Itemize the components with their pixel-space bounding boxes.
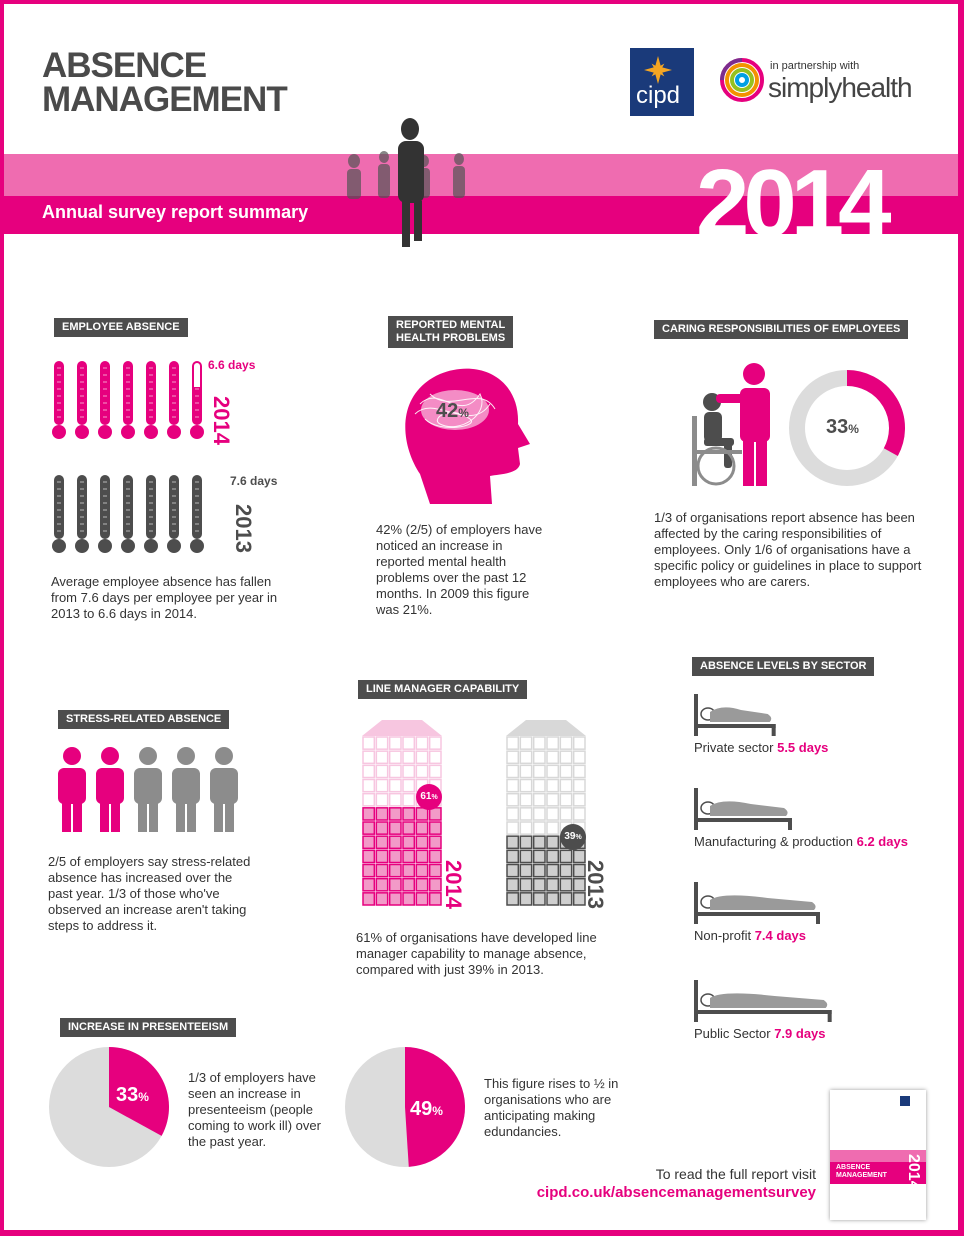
bed-icon (692, 690, 852, 740)
building-2014-window (390, 893, 401, 905)
building-2013-window (560, 794, 571, 806)
building-2014-window (376, 850, 387, 862)
sector-label (694, 834, 908, 850)
building-2013-roof (506, 720, 586, 736)
building-2014-window (403, 765, 414, 777)
building-2013-window (574, 808, 585, 820)
building-2013-window (520, 822, 531, 834)
bed-blanket (710, 801, 788, 816)
sector-label (694, 928, 806, 944)
building-2013-window (547, 765, 558, 777)
thermometer-2013-bulb (98, 539, 112, 553)
building-2014-window (376, 737, 387, 749)
building-2013-window (560, 850, 571, 862)
building-2013-window (547, 808, 558, 820)
building-2014-window (403, 751, 414, 763)
building-2013-window (574, 737, 585, 749)
building-2013-window (534, 879, 545, 891)
building-2014-window (390, 737, 401, 749)
building-2013-window (507, 836, 518, 848)
building-2014-window (390, 794, 401, 806)
bed-head (694, 694, 698, 736)
building-2014-window (363, 836, 374, 848)
building-2013-window (547, 794, 558, 806)
building-2014-window (390, 751, 401, 763)
building-2013-window (547, 893, 558, 905)
building-2013-window (574, 765, 585, 777)
thermometer-2014-bulb (75, 425, 89, 439)
building-2014-window (390, 780, 401, 792)
person-body (58, 768, 86, 804)
person-head (101, 747, 119, 765)
mental-health-text: 42% (2/5) of employers have noticed an increase in reported mental health problems over the past 12 months. In 2009 this figure was 21%. (376, 522, 543, 617)
building-2014-window (363, 751, 374, 763)
thermometer-2013-bulb (52, 539, 66, 553)
building-2014-window (390, 822, 401, 834)
bed-head (694, 788, 698, 830)
thermometer-2014-fill (171, 363, 177, 423)
presenteeism-text-1: 1/3 of employers have seen an increase in presenteeism (people coming to work ill) over the past year. (188, 1070, 321, 1149)
building-2014-window (416, 836, 427, 848)
thermometer-2013-bulb (75, 539, 89, 553)
person-body (96, 768, 124, 804)
building-2013-window (534, 737, 545, 749)
presenteeism-pie-1 (48, 1046, 170, 1168)
person-leg (176, 800, 185, 832)
sector-name: Private sector (694, 740, 778, 755)
building-2014-window (363, 865, 374, 877)
year-label-2014: 2014 (209, 396, 234, 445)
line-manager-text: 61% of organisations have developed line manager capability to manage absence, compared with just 39% in 2013. (356, 930, 597, 977)
building-2013-window (534, 822, 545, 834)
person-leg (62, 800, 71, 832)
person-icon (96, 747, 124, 832)
head-icon (400, 364, 540, 514)
building-2013-window (574, 751, 585, 763)
building-2013-window (547, 836, 558, 848)
person-head (177, 747, 195, 765)
sector-label (694, 740, 828, 756)
bed-blanket (710, 707, 771, 722)
sector-label (694, 1026, 826, 1042)
swirl-icon (718, 56, 766, 104)
building-2014-window (376, 780, 387, 792)
building-2013-window (507, 780, 518, 792)
building-chart (354, 716, 614, 916)
bed-blanket (710, 895, 816, 910)
infographic-page (4, 4, 958, 1230)
thermometer-2014-fill (148, 363, 154, 423)
building-2014-window (363, 822, 374, 834)
building-2014-window (416, 737, 427, 749)
building-2013-window (560, 765, 571, 777)
building-2013-window (507, 794, 518, 806)
building-2013-window (560, 737, 571, 749)
building-2014-roof (362, 720, 442, 736)
building-2014-window (403, 808, 414, 820)
mental-health-value: 42% (436, 400, 469, 422)
building-2013-window (560, 865, 571, 877)
building-2014-window (363, 808, 374, 820)
building-2014-window (390, 879, 401, 891)
building-2013-window (560, 808, 571, 820)
presenteeism-value-1: 33% (116, 1084, 149, 1106)
building-2014-window (376, 893, 387, 905)
building-2013-window (507, 751, 518, 763)
section-label-mental-health: REPORTED MENTAL HEALTH PROBLEMS (388, 316, 513, 348)
building-2013-window (520, 850, 531, 862)
building-2014-window (376, 794, 387, 806)
caring-value: 33% (826, 416, 859, 438)
building-2014-window (363, 737, 374, 749)
section-label-sectors: ABSENCE LEVELS BY SECTOR (692, 657, 874, 676)
person-leg (187, 800, 196, 832)
building-2014-window (403, 822, 414, 834)
presenteeism-pie-2 (344, 1046, 466, 1168)
sector-days: 5.5 days (777, 740, 829, 755)
building-2013-window (534, 893, 545, 905)
building-2014-window (416, 751, 427, 763)
building-2014-window (363, 893, 374, 905)
thermometer-2013-fill (125, 477, 131, 537)
thermometer-2013-bulb (144, 539, 158, 553)
building-2013-window (560, 751, 571, 763)
thermometer-2013-fill (194, 477, 200, 537)
building-2013-window (507, 822, 518, 834)
building-2014-window (416, 822, 427, 834)
building-2013-window (547, 879, 558, 891)
building-2013-window (520, 737, 531, 749)
building-2013-window (534, 865, 545, 877)
section-label-caring: CARING RESPONSIBILITIES OF EMPLOYEES (654, 320, 908, 339)
section-label-employee-absence: EMPLOYEE ABSENCE (54, 318, 188, 337)
sector-name: Manufacturing & production (694, 834, 857, 849)
bed-foot (788, 818, 792, 830)
thermometer-2014-fill (102, 363, 108, 423)
lm-year-2014: 2014 (441, 860, 466, 909)
presenteeism-value-2: 49% (410, 1098, 443, 1120)
bed-icon (692, 878, 852, 928)
thermometer-2014-bulb (190, 425, 204, 439)
building-2013-window (547, 751, 558, 763)
person-leg (138, 800, 147, 832)
bed-blanket (710, 993, 827, 1008)
employee-absence-text: Average employee absence has fallen from 7.6 days per employee per year in 2013 to 6.6 days in 2014. (51, 574, 278, 621)
thermometer-2014-fill (56, 363, 62, 423)
building-2014-window (363, 765, 374, 777)
building-2013-window (507, 808, 518, 820)
building-2014-window (390, 808, 401, 820)
cover-logo (900, 1096, 910, 1106)
building-2014-window (403, 737, 414, 749)
building-2013-window (547, 780, 558, 792)
bed-head (694, 882, 698, 924)
page-title: ABSENCE MANAGEMENT (42, 46, 287, 119)
building-2014-window (430, 765, 441, 777)
days-2013: 7.6 days (230, 474, 278, 488)
lm-badge-2013: 39% (560, 824, 586, 850)
building-2014-window (363, 794, 374, 806)
building-2014-window (403, 780, 414, 792)
building-2014-window (376, 879, 387, 891)
days-2014: 6.6 days (208, 358, 256, 372)
building-2013-window (507, 879, 518, 891)
stress-text: 2/5 of employers say stress-related absence has increased over the past year. 1/3 of those who've observed an increase aren't taking steps to address it. (48, 854, 251, 933)
thermometer-2013-fill (171, 477, 177, 537)
building-2013-window (574, 794, 585, 806)
building-2014-window (403, 836, 414, 848)
report-cover-thumbnail[interactable] (830, 1090, 926, 1220)
bed-icon (692, 976, 852, 1026)
bed-head (694, 980, 698, 1022)
building-2014-window (416, 879, 427, 891)
bed-foot (828, 1010, 832, 1022)
footer-prompt: To read the full report visit (655, 1166, 816, 1182)
building-2014-window (376, 822, 387, 834)
building-2013-window (520, 836, 531, 848)
bed-frame (694, 818, 792, 822)
building-2013-window (547, 850, 558, 862)
building-2014-window (363, 780, 374, 792)
building-2013-window (547, 822, 558, 834)
building-2014-window (430, 836, 441, 848)
subtitle: Annual survey report summary (42, 202, 309, 222)
building-2013-window (534, 765, 545, 777)
sector-days: 7.9 days (774, 1026, 826, 1041)
building-2013-window (534, 780, 545, 792)
building-2013-window (547, 737, 558, 749)
simplyhealth-logo: in partnership with simplyhealth (718, 56, 938, 106)
building-2013-window (534, 751, 545, 763)
thermometer-2013-bulb (190, 539, 204, 553)
report-link[interactable]: cipd.co.uk/absencemanagementsurvey (536, 1184, 816, 1201)
person-icon (172, 747, 200, 832)
building-2013-window (507, 865, 518, 877)
building-2013-window (534, 808, 545, 820)
building-2014-window (416, 765, 427, 777)
person-leg (225, 800, 234, 832)
building-2013-window (574, 780, 585, 792)
building-2014-window (363, 879, 374, 891)
person-icon (58, 747, 86, 832)
thermometer-2014-bulb (98, 425, 112, 439)
building-2014-window (430, 822, 441, 834)
building-2013-window (507, 765, 518, 777)
building-2013-window (520, 751, 531, 763)
building-2013-window (560, 893, 571, 905)
person-leg (100, 800, 109, 832)
sector-name: Public Sector (694, 1026, 775, 1041)
building-2013-window (534, 836, 545, 848)
thermometer-2013-fill (148, 477, 154, 537)
building-2014-window (376, 836, 387, 848)
section-label-line-manager: LINE MANAGER CAPABILITY (358, 680, 527, 699)
person-head (215, 747, 233, 765)
building-2014-window (390, 836, 401, 848)
person-head (63, 747, 81, 765)
person-leg (73, 800, 82, 832)
cover-title: ABSENCE MANAGEMENT (836, 1164, 887, 1179)
sector-name: Non-profit (694, 928, 755, 943)
person-leg (214, 800, 223, 832)
building-2013-window (534, 850, 545, 862)
person-head (139, 747, 157, 765)
building-2013-window (560, 879, 571, 891)
bed-frame (694, 1010, 832, 1014)
caring-text: 1/3 of organisations report absence has been affected by the caring responsibilities of employees. Only 1/6 of organisations have a specific policy or guidelines in place to support employees who are carers. (654, 510, 922, 589)
building-2013-window (507, 737, 518, 749)
building-2014-window (403, 893, 414, 905)
building-2013-window (520, 808, 531, 820)
building-2014-window (430, 737, 441, 749)
building-2014-window (416, 865, 427, 877)
thermometer-2013-fill (56, 477, 62, 537)
person-icon (210, 747, 238, 832)
building-2013-window (520, 794, 531, 806)
stress-figures (52, 746, 252, 836)
section-label-presenteeism: INCREASE IN PRESENTEEISM (60, 1018, 236, 1037)
building-2014-window (376, 865, 387, 877)
sector-days: 6.2 days (856, 834, 908, 849)
thermometer-2013-fill (79, 477, 85, 537)
year-big: 2014 (696, 150, 886, 257)
building-2014-window (376, 765, 387, 777)
person-body (210, 768, 238, 804)
building-2014-window (390, 850, 401, 862)
building-2014-window (416, 850, 427, 862)
thermometer-2014-fill (194, 387, 200, 423)
thermometer-2014-bulb (144, 425, 158, 439)
thermometer-2014-bulb (167, 425, 181, 439)
building-2014-window (403, 879, 414, 891)
cover-year: 2014 (905, 1154, 922, 1190)
cipd-logo: cipd (630, 48, 694, 116)
person-body (172, 768, 200, 804)
building-2014-window (376, 808, 387, 820)
bed-foot (816, 912, 820, 924)
building-2014-window (376, 751, 387, 763)
building-2013-window (507, 850, 518, 862)
bed-frame (694, 724, 776, 728)
person-body (134, 768, 162, 804)
carer-icon (664, 356, 794, 486)
person-icon (134, 747, 162, 832)
commuters-photo (324, 109, 484, 249)
building-2013-window (560, 780, 571, 792)
building-2014-window (363, 850, 374, 862)
building-2014-window (390, 765, 401, 777)
bed-foot (772, 724, 776, 736)
building-2014-window (416, 893, 427, 905)
thermometer-2013-fill (102, 477, 108, 537)
thermometer-2014-bulb (121, 425, 135, 439)
person-leg (149, 800, 158, 832)
building-2013-window (547, 865, 558, 877)
building-2014-window (403, 865, 414, 877)
year-label-2013: 2013 (231, 504, 256, 553)
sector-days: 7.4 days (754, 928, 807, 943)
building-2013-window (520, 893, 531, 905)
building-2013-window (534, 794, 545, 806)
lm-badge-2014: 61% (416, 784, 442, 810)
thermometer-2014-fill (125, 363, 131, 423)
building-2013-window (507, 893, 518, 905)
building-2014-window (403, 794, 414, 806)
section-label-stress: STRESS-RELATED ABSENCE (58, 710, 229, 729)
building-2014-window (390, 865, 401, 877)
thermometer-chart (44, 352, 294, 562)
bed-icon (692, 784, 852, 834)
thermometer-2014-bulb (52, 425, 66, 439)
building-2014-window (430, 751, 441, 763)
building-2013-window (520, 765, 531, 777)
building-2013-window (520, 879, 531, 891)
thermometer-2013-bulb (167, 539, 181, 553)
building-2014-window (403, 850, 414, 862)
building-2013-window (520, 780, 531, 792)
building-2013-window (520, 865, 531, 877)
person-leg (111, 800, 120, 832)
bed-frame (694, 912, 820, 916)
thermometer-2013-bulb (121, 539, 135, 553)
thermometer-2014-fill (79, 363, 85, 423)
presenteeism-text-2: This figure rises to ½ in organisations who are anticipating making edundancies. (484, 1076, 619, 1139)
lm-year-2013: 2013 (583, 860, 608, 909)
